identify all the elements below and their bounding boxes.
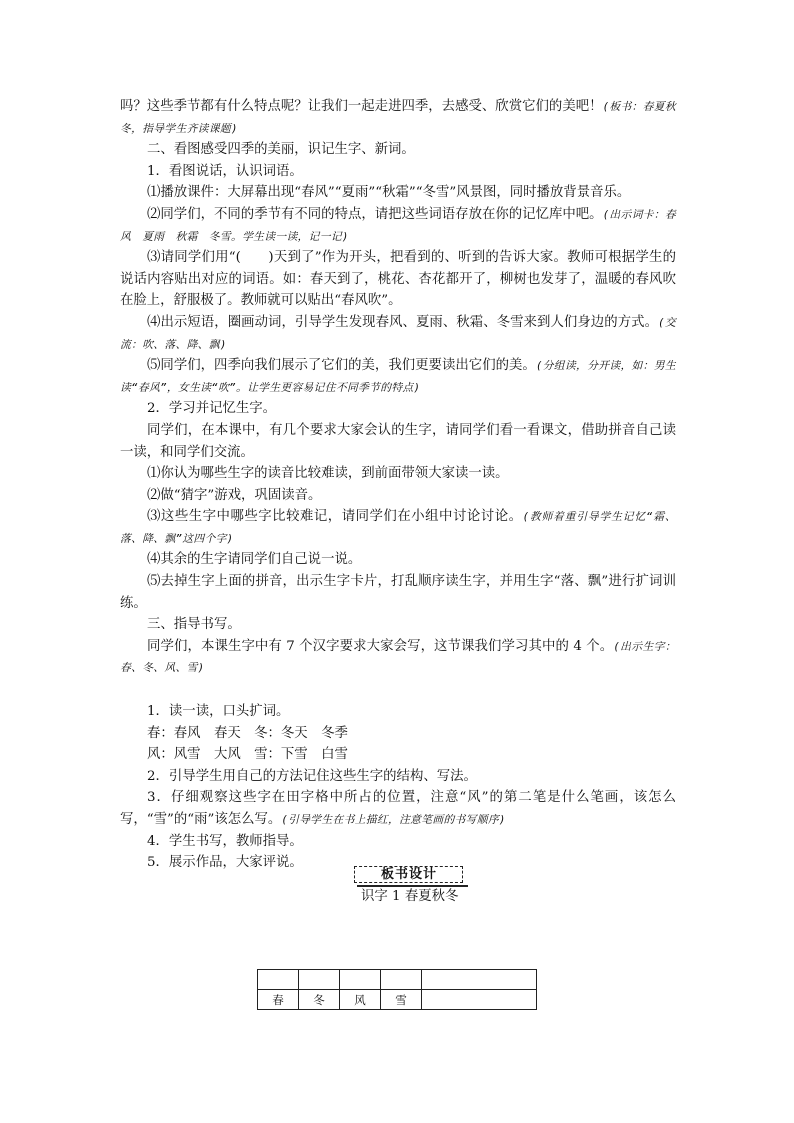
paragraph-text: 1．读一读，口头扩词。 <box>147 704 290 720</box>
paragraph <box>120 614 676 636</box>
teacher-note: (引导学生在书上描红，注意笔画的书写顺序) <box>281 813 506 826</box>
spacer <box>120 679 676 701</box>
grid-char: 风 <box>340 990 381 1010</box>
board-grid <box>257 969 537 1010</box>
teacher-note: (出示生字：春、冬、风、雪) <box>120 639 676 675</box>
grid-char: 雪 <box>381 990 422 1010</box>
paragraph <box>120 182 676 204</box>
grid-cell <box>299 970 340 990</box>
teacher-note: (分组读，分开读，如：男生读“春风”，女生读“吹”。让学生更容易记住不同季节的特点) <box>120 359 676 394</box>
paragraph <box>120 636 676 679</box>
teacher-note: (出示词卡：春风 夏雨 秋霜 冬雪。学生读一读，记一记) <box>120 207 676 243</box>
paragraph-text: 同学们，在本课中，有几个要求大家会认的生字，请同学们看一看课文，借助拼音自己读一读，和同学们交流。 <box>120 422 676 460</box>
paragraph-text: 5．展示作品，大家评说。 <box>147 855 303 871</box>
board-heading-label: 板书设计 <box>380 867 437 882</box>
paragraph <box>120 506 676 549</box>
grid-cell <box>381 970 422 990</box>
paragraph <box>120 571 676 614</box>
paragraph-text: ⑷出示短语，圈画动词，引导学生发现春风、夏雨、秋霜、冬雪来到人们身边的方式。 <box>147 314 659 330</box>
paragraph-text: 风：风雪 大风 雪：下雪 白雪 <box>147 747 348 763</box>
paragraph-text: ⑴播放课件：大屏幕出现“春风”“夏雨”“秋霜”“冬雪”风景图，同时播放背景音乐。 <box>147 185 631 201</box>
paragraph <box>120 787 676 830</box>
paragraph <box>120 96 676 139</box>
grid-row-bottom <box>258 990 537 1010</box>
paragraph <box>120 204 676 247</box>
paragraph <box>120 420 676 463</box>
paragraph-text: ⑶这些生字中哪些字比较难记，请同学们在小组中讨论讨论。 <box>147 509 523 525</box>
board-title: 识字 1 春夏秋冬 <box>361 889 459 904</box>
paragraph <box>120 463 676 485</box>
paragraph-text: ⑵做“猜字”游戏，巩固读音。 <box>147 487 322 503</box>
paragraph-text: 3．仔细观察这些字在田字格中所占的位置，注意“风”的第二笔是什么笔画，该怎么写，“雪”的“雨”该怎么写。 <box>120 790 676 827</box>
paragraph <box>120 485 676 507</box>
paragraph-text: ⑴你认为哪些生字的读音比较难读，到前面带领大家读一读。 <box>147 466 509 482</box>
paragraph-text: ⑸去掉生字上面的拼音，出示生字卡片，打乱顺序读生字，并用生字“落、飘”进行扩词训练。 <box>120 574 676 611</box>
paragraph-text: ⑵同学们，不同的季节有不同的特点，请把这些词语存放在你的记忆库中吧。 <box>147 206 603 222</box>
paragraph-text: 2．引导学生用自己的方法记住这些生字的结构、写法。 <box>147 768 477 784</box>
paragraph <box>120 549 676 571</box>
paragraph <box>120 766 676 788</box>
grid-cell <box>258 970 299 990</box>
lesson-text <box>120 96 676 874</box>
paragraph-text: 三、指导书写。 <box>147 617 241 633</box>
grid-row-top <box>258 970 537 990</box>
paragraph <box>120 723 676 745</box>
paragraph-text: 1．看图说话，认识词语。 <box>147 163 303 179</box>
paragraph <box>120 398 676 420</box>
teacher-note: (教师着重引导学生记忆“霜、落、降、飘”这四个字) <box>120 510 677 545</box>
teacher-note: (交流：吹、落、降、飘) <box>120 315 677 351</box>
paragraph-text: 4．学生书写，教师指导。 <box>147 833 303 849</box>
paragraph-text: ⑶请同学们用“( )天到了”作为开头，把看到的、听到的告诉大家。教师可根据学生的说话内容贴出对应的词语。如：春天到了，桃花、杏花都开了，柳树也发芽了，温暖的春风吹在脸上，舒服极了。教师就可以贴出“春风吹”。 <box>120 250 676 309</box>
paragraph <box>120 161 676 183</box>
grid-cell <box>422 970 537 990</box>
paragraph <box>120 701 676 723</box>
paragraph-text: 二、看图感受四季的美丽，识记生字、新词。 <box>147 142 415 158</box>
paragraph <box>120 247 676 312</box>
paragraph <box>120 355 676 398</box>
grid-char: 冬 <box>299 990 340 1010</box>
teacher-note: (板书：春夏秋冬，指导学生齐读课题) <box>120 100 676 135</box>
paragraph-text: ⑷其余的生字请同学们自己说一说。 <box>147 552 362 568</box>
paragraph <box>120 139 676 161</box>
board-design-heading <box>354 866 465 885</box>
paragraph-text: 2．学习并记忆生字。 <box>147 401 277 417</box>
grid-cell <box>422 990 537 1010</box>
grid-char: 春 <box>258 990 299 1010</box>
paragraph-text: 同学们，本课生字中有 7 个汉字要求大家会写，这节课我们学习其中的 4 个。 <box>147 638 614 654</box>
grid-cell <box>340 970 381 990</box>
paragraph <box>120 312 676 355</box>
paragraph-text: ⑸同学们，四季向我们展示了它们的美，我们更要读出它们的美。 <box>147 358 536 374</box>
paragraph <box>120 744 676 766</box>
paragraph-text: 吗？这些季节都有什么特点呢？让我们一起走进四季，去感受、欣赏它们的美吧！ <box>120 99 603 114</box>
paragraph-text: 春：春风 春天 冬：冬天 冬季 <box>147 725 348 741</box>
paragraph <box>120 831 676 853</box>
